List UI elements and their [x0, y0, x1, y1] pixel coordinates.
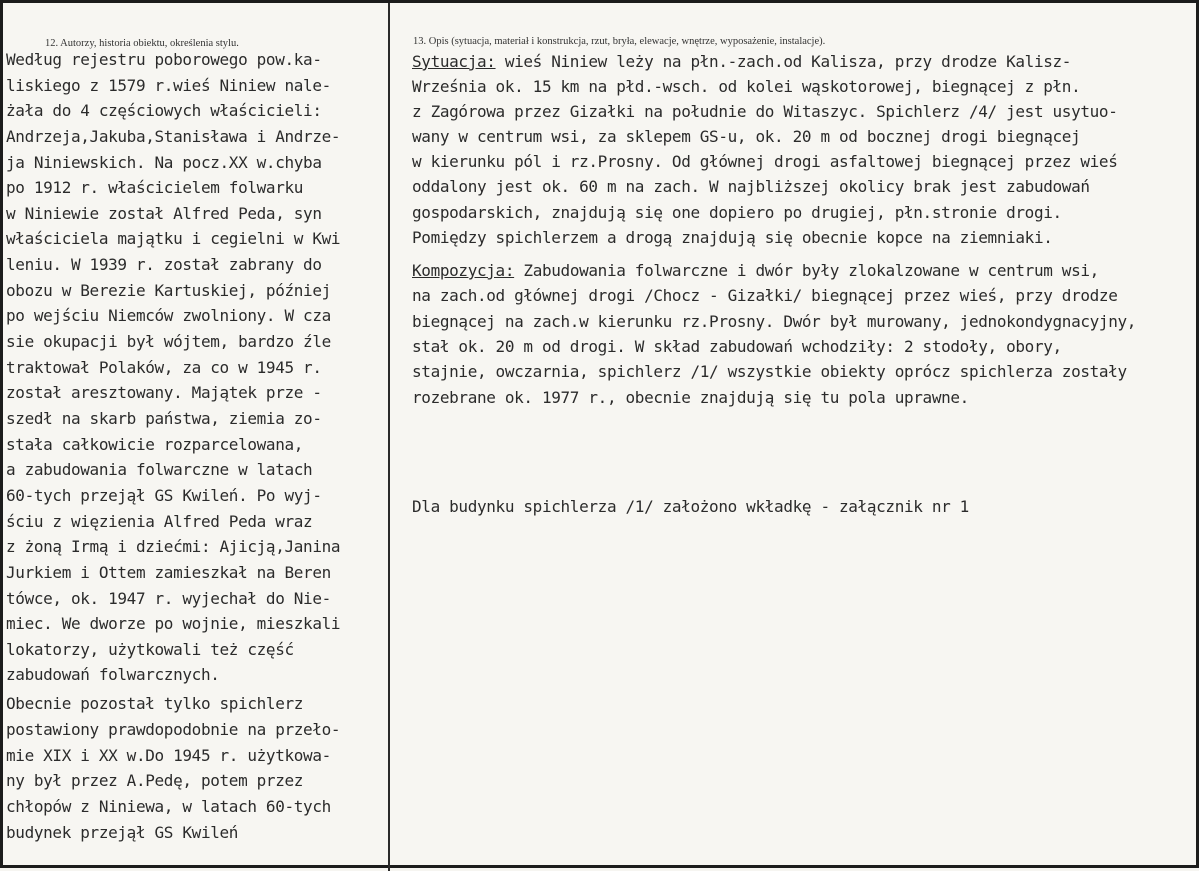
- description-line: Września ok. 15 km na płd.-wsch. od kolei wąskotorowej, biegnącej z płn.: [412, 77, 1081, 96]
- history-line: Obecnie pozostał tylko spichlerz: [6, 694, 304, 713]
- description-line: stajnie, owczarnia, spichlerz /1/ wszystkie obiekty oprócz spichlerza zostały: [412, 362, 1127, 381]
- history-line: Według rejestru poborowego pow.ka-: [6, 50, 322, 69]
- column-divider: [388, 3, 390, 871]
- history-line: tówce, ok. 1947 r. wyjechał do Nie-: [6, 589, 331, 608]
- history-line: Jurkiem i Ottem zamieszkał na Beren: [6, 563, 331, 582]
- history-line: Andrzeja,Jakuba,Stanisława i Andrze-: [6, 127, 341, 146]
- history-line: po 1912 r. właścicielem folwarku: [6, 178, 304, 197]
- history-line: ny był przez A.Pedę, potem przez: [6, 771, 304, 790]
- history-line: chłopów z Niniewa, w latach 60-tych: [6, 797, 331, 816]
- description-line: rozebrane ok. 1977 r., obecnie znajdują się tu pola uprawne.: [412, 388, 969, 407]
- history-line: z żoną Irmą i dziećmi: Ajicją,Janina: [6, 537, 341, 556]
- history-line: stała całkowicie rozparcelowana,: [6, 435, 304, 454]
- history-line: ja Niniewskich. Na pocz.XX w.chyba: [6, 153, 322, 172]
- history-line: w Niniewie został Alfred Peda, syn: [6, 204, 322, 223]
- history-column-header: 12. Autorzy, historia obiektu, określenia stylu.: [45, 38, 239, 49]
- history-line: liskiego z 1579 r.wieś Niniew nale-: [6, 76, 331, 95]
- sytuacja-label: Sytuacja:: [412, 52, 496, 71]
- attachment-note: Dla budynku spichlerza /1/ założono wkładkę - załącznik nr 1: [412, 497, 969, 516]
- history-line: a zabudowania folwarczne w latach: [6, 460, 313, 479]
- description-line: gospodarskich, znajdują się one dopiero po drugiej, płn.stronie drogi.: [412, 203, 1062, 222]
- description-line: stał ok. 20 m od drogi. W skład zabudowań wchodziły: 2 stodoły, obory,: [412, 337, 1062, 356]
- history-line: został aresztowany. Majątek prze -: [6, 383, 322, 402]
- history-line: ściu z więzienia Alfred Peda wraz: [6, 512, 313, 531]
- history-line: żała do 4 częściowych właścicieli:: [6, 101, 322, 120]
- description-line: Sytuacja: wieś Niniew leży na płn.-zach.od Kalisza, przy drodze Kalisz-: [412, 52, 1072, 71]
- history-line: po wejściu Niemców zwolniony. W cza: [6, 306, 331, 325]
- description-line: Kompozycja: Zabudowania folwarczne i dwór były zlokalzowane w centrum wsi,: [412, 261, 1099, 280]
- history-line: 60-tych przejął GS Kwileń. Po wyj-: [6, 486, 322, 505]
- history-line: zabudowań folwarcznych.: [6, 665, 220, 684]
- history-line: sie okupacji był wójtem, bardzo źle: [6, 332, 331, 351]
- history-line: obozu w Berezie Kartuskiej, później: [6, 281, 331, 300]
- history-line: właściciela majątku i cegielni w Kwi: [6, 229, 341, 248]
- description-column-header: 13. Opis (sytuacja, materiał i konstrukcja, rzut, bryła, elewacje, wnętrze, wyposażenie, instalacje).: [413, 36, 826, 47]
- description-line: wany w centrum wsi, za sklepem GS-u, ok. 20 m od bocznej drogi biegnącej: [412, 127, 1081, 146]
- description-line: oddalony jest ok. 60 m na zach. W najbliższej okolicy brak jest zabudowań: [412, 177, 1090, 196]
- description-line: Pomiędzy spichlerzem a drogą znajdują się obecnie kopce na ziemniaki.: [412, 228, 1053, 247]
- history-line: traktował Polaków, za co w 1945 r.: [6, 358, 322, 377]
- description-line: w kierunku pól i rz.Prosny. Od głównej drogi asfaltowej biegnącej przez wieś: [412, 152, 1118, 171]
- description-line: biegnącej na zach.w kierunku rz.Prosny. Dwór był murowany, jednokondygnacyjny,: [412, 312, 1137, 331]
- history-line: budynek przejął GS Kwileń: [6, 823, 239, 842]
- kompozycja-label: Kompozycja:: [412, 261, 515, 280]
- history-line: leniu. W 1939 r. został zabrany do: [6, 255, 322, 274]
- history-line: postawiony prawdopodobnie na przeło-: [6, 720, 341, 739]
- description-line: na zach.od głównej drogi /Chocz - Gizałki/ biegnącej przez wieś, przy drodze: [412, 286, 1118, 305]
- history-line: szedł na skarb państwa, ziemia zo-: [6, 409, 322, 428]
- history-column: [3, 3, 388, 871]
- history-line: mie XIX i XX w.Do 1945 r. użytkowa-: [6, 746, 331, 765]
- description-column: [391, 3, 1196, 871]
- history-line: miec. We dworze po wojnie, mieszkali: [6, 614, 341, 633]
- description-line: z Zagórowa przez Gizałki na południe do Witaszyc. Spichlerz /4/ jest usytuo-: [412, 102, 1118, 121]
- history-line: lokatorzy, użytkowali też część: [6, 640, 294, 659]
